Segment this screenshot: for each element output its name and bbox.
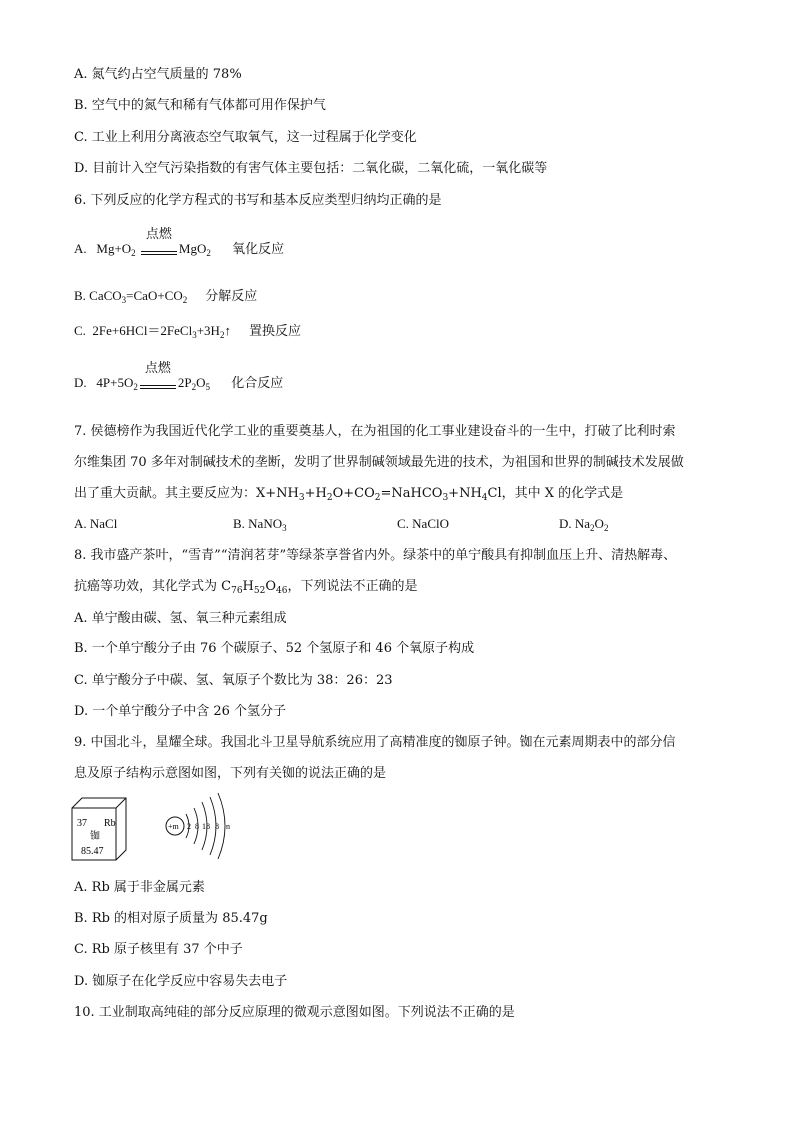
subscript: 5	[205, 382, 210, 392]
q5-option-d: D. 目前计入空气污染指数的有害气体主要包括：二氧化碳，二氧化硫，一氧化碳等	[74, 161, 548, 176]
reaction-type: 氧化反应	[232, 241, 285, 256]
subscript: 3	[298, 493, 305, 503]
equation-left: 4P+5O	[96, 375, 134, 390]
subscript: 3	[442, 493, 449, 503]
equation-right: O	[196, 375, 206, 390]
text: O+CO	[332, 486, 375, 501]
element-cell	[72, 798, 126, 860]
atomic-mass: 85.47	[81, 846, 104, 857]
reaction-type: 化合反应	[231, 375, 284, 390]
equation-right: 2P	[177, 375, 192, 390]
subscript: 52	[253, 586, 266, 596]
subscript: 2	[206, 248, 211, 258]
q9-option-b: B. Rb 的相对原子质量为 85.47g	[74, 911, 268, 926]
text: 出了重大贡献。其主要反应为：X+NH	[74, 486, 299, 501]
subscript: 2	[133, 382, 138, 392]
q8-option-a: A. 单宁酸由碳、氢、氧三种元素组成	[74, 611, 287, 626]
q7-option-d	[559, 515, 608, 533]
reaction-type: 置换反应	[248, 323, 301, 338]
option-label: A.	[74, 241, 87, 256]
shell-electrons: 18	[202, 822, 210, 831]
text: ，下列说法不正确的是	[287, 579, 418, 594]
text: O	[594, 516, 604, 531]
subscript: 2	[326, 493, 333, 503]
subscript: 76	[231, 586, 243, 596]
q6-option-d	[74, 360, 284, 392]
shell-electrons: 8	[195, 822, 199, 831]
subscript: 2	[590, 523, 595, 533]
subscript: 2	[219, 330, 225, 340]
shell-electrons: 8	[215, 822, 219, 831]
text: D. Na	[559, 516, 591, 531]
q7-option-a: A. NaCl	[74, 516, 118, 531]
q10-stem: 10. 工业制取高纯硅的部分反应原理的微观示意图如图。下列说法不正确的是	[74, 1005, 515, 1020]
option-label: D.	[74, 375, 87, 390]
equation-left: Mg+O	[96, 241, 132, 256]
equation-part: CaCO	[89, 288, 122, 303]
q5-option-b: B. 空气中的氮气和稀有气体都可用作保护气	[74, 98, 326, 113]
q8-stem-line2	[74, 578, 417, 596]
subscript: 2	[131, 248, 136, 258]
subscript: 2	[182, 295, 188, 305]
reaction-condition: 点燃	[144, 360, 171, 376]
q7-stem-line1: 7. 侯德榜作为我国近代化学工业的重要奠基人，在为祖国的化工事业建设奋斗的一生中，打破了比利时索	[74, 424, 676, 439]
text: +H	[304, 486, 327, 501]
shell-electrons: 2	[187, 822, 191, 831]
atomic-number: 37	[77, 818, 87, 829]
text: Cl，其中 X 的化学式是	[487, 486, 624, 501]
q7-stem-line3	[74, 485, 623, 503]
q7-option-c: C. NaClO	[397, 516, 449, 531]
subscript: 3	[192, 330, 197, 340]
q9-option-a: A. Rb 属于非金属元素	[74, 880, 205, 895]
reaction-condition-arrow	[140, 360, 176, 389]
q9-stem-line1: 9. 中国北斗，星耀全球。我国北斗卫星导航系统应用了高精准度的铷原子钟。铷在元素周期表中的部分信	[74, 735, 676, 750]
equation-part: =CaO+CO	[126, 288, 183, 303]
q6-option-b	[74, 287, 257, 305]
gas-arrow: ↑	[224, 323, 231, 338]
reaction-condition: 点燃	[145, 226, 172, 242]
q6-option-c	[74, 322, 301, 340]
text: O	[265, 579, 277, 594]
nuclear-charge: +m	[168, 822, 179, 831]
subscript: 46	[276, 586, 288, 596]
q8-stem-line1: 8. 我市盛产茶叶，“雪青”“清润茗芽”等绿茶享誉省内外。绿茶中的单宁酸具有抑制血压上升、清热解毒、	[74, 548, 677, 563]
reaction-condition-arrow	[141, 226, 177, 255]
text: H	[242, 579, 254, 594]
subscript: 2	[603, 523, 609, 533]
q8-option-c: C. 单宁酸分子中碳、氢、氧原子个数比为 38：26：23	[74, 673, 393, 688]
text: =NaHCO	[380, 486, 443, 501]
option-label: C.	[74, 323, 86, 338]
q8-option-d: D. 一个单宁酸分子中含 26 个氢分子	[74, 704, 287, 719]
q6-option-a	[74, 226, 285, 258]
shell-arc	[218, 793, 225, 859]
q5-option-a: A. 氮气约占空气质量的 78%	[74, 67, 242, 82]
equation-right: MgO	[178, 241, 207, 256]
q9-stem-line2: 息及原子结构示意图如图，下列有关铷的说法正确的是	[74, 766, 387, 781]
element-symbol: Rb	[104, 818, 116, 829]
shell-electrons: n	[226, 822, 230, 831]
q6-stem: 6. 下列反应的化学方程式的书写和基本反应类型归纳均正确的是	[74, 193, 442, 208]
equation-part: +3H	[196, 323, 220, 338]
text: +NH	[448, 486, 482, 501]
subscript: 3	[282, 523, 287, 533]
text: 抗癌等功效，其化学式为 C	[74, 579, 232, 594]
q7-stem-line2: 尔维集团 70 多年对制碱技术的垄断，发明了世界制碱领域最先进的技术，为祖国和世界的制碱技术发展做	[74, 455, 684, 470]
q9-option-c: C. Rb 原子核里有 37 个中子	[74, 942, 243, 957]
rubidium-figure	[68, 792, 248, 864]
option-label: B.	[74, 288, 86, 303]
subscript: 4	[481, 493, 488, 503]
atom-structure-diagram	[166, 793, 230, 859]
q8-option-b: B. 一个单宁酸分子由 76 个碳原子、52 个氢原子和 46 个氧原子构成	[74, 641, 475, 656]
subscript: 2	[191, 382, 197, 392]
q5-option-c: C. 工业上利用分离液态空气取氧气，这一过程属于化学变化	[74, 130, 417, 145]
text: B. NaNO	[233, 516, 283, 531]
q9-option-d: D. 铷原子在化学反应中容易失去电子	[74, 974, 288, 989]
element-name: 铷	[90, 831, 100, 842]
q7-option-b	[233, 515, 287, 533]
equation-part: 2Fe+6HCl＝2FeCl	[92, 323, 193, 338]
subscript: 3	[121, 295, 127, 305]
reaction-type: 分解反应	[205, 288, 258, 303]
subscript: 2	[374, 493, 381, 503]
